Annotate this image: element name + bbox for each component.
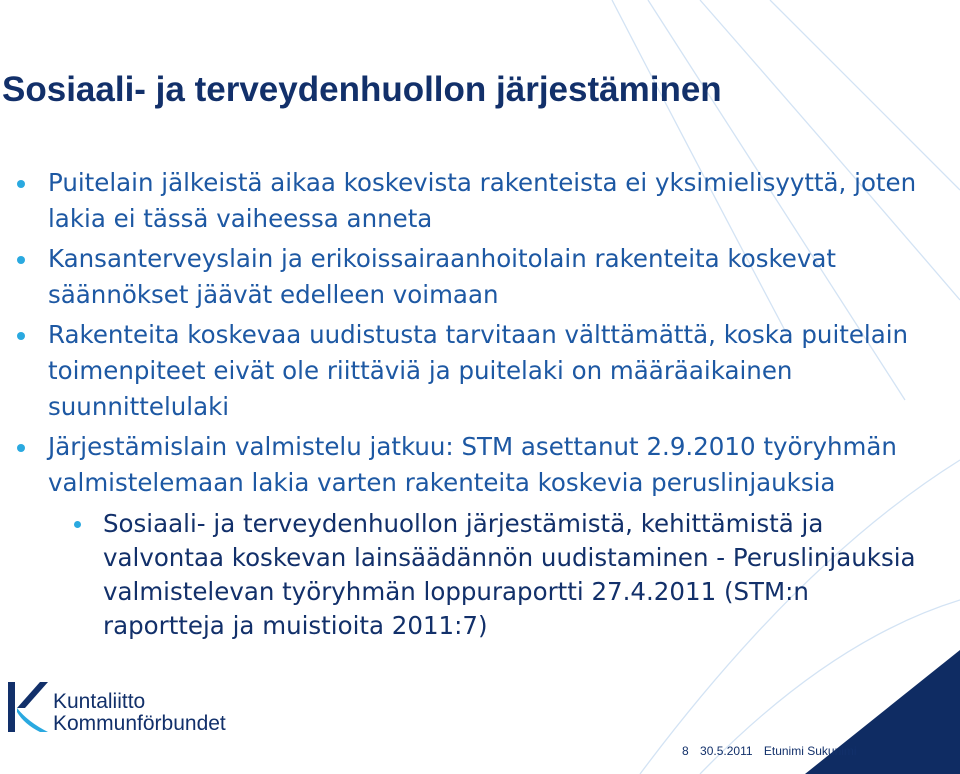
footer-author: Etunimi Sukunimi [763,744,857,758]
bullet-item [0,165,930,237]
bullet-text: Puitelain jälkeistä aikaa koskevista rakenteista ei yksimielisyyttä, joten lakia ei tässä vaiheessa anneta [48,168,917,233]
bullet-item [0,429,930,501]
bullet-item [0,317,930,425]
sub-bullet-dot-icon [74,521,81,528]
bullet-list [0,165,930,643]
slide-title: Sosiaali- ja terveydenhuollon järjestäminen [2,70,722,109]
bullet-text: Järjestämislain valmistelu jatkuu: STM asettanut 2.9.2010 työryhmän valmistelemaan lakia varten rakenteita koskevia peruslinjauksia [48,432,897,497]
bullet-dot-icon [17,444,25,452]
logo-text-line2: Kommunförbundet [53,712,226,735]
slide-footer [682,744,865,758]
kuntaliitto-logo [6,678,266,740]
bullet-text: Rakenteita koskevaa uudistusta tarvitaan välttämättä, koska puitelain toimenpiteet eivät ole riittäviä ja puitelaki on määräaikainen suunnittelulaki [48,320,909,421]
sub-bullet-item [0,507,930,643]
bullet-text: Kansanterveyslain ja erikoissairaanhoitolain rakenteita koskevat säännökset jäävät edelleen voimaan [48,244,836,309]
logo-text-line1: Kuntaliitto [53,690,146,713]
bullet-dot-icon [17,332,25,340]
bullet-item [0,241,930,313]
sub-bullet-text: Sosiaali- ja terveydenhuollon järjestämistä, kehittämistä ja valvontaa koskevan lainsäädännön uudistaminen - Peruslinjauksia valmistelevan työryhmän loppuraportti 27.4.2011 (STM:n raportteja ja muistioita 2011:7) [103,509,916,640]
page-number: 8 [682,744,689,758]
footer-date: 30.5.2011 [700,744,753,758]
bullet-dot-icon [17,180,25,188]
bullet-dot-icon [17,256,25,264]
kuntaliitto-logo-icon [6,678,50,736]
